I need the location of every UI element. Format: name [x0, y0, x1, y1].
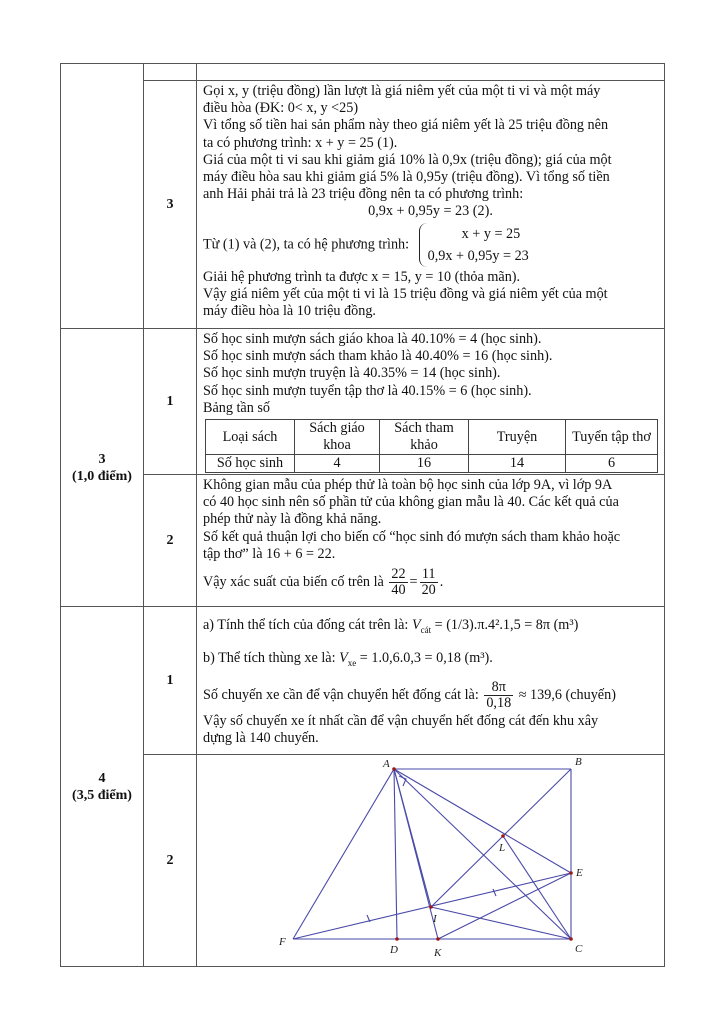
solution-text [197, 475, 665, 607]
table-header: Truyện [469, 420, 566, 455]
prev-question-part-3-row [61, 81, 665, 329]
text-line: Bảng tần số [203, 399, 270, 416]
segment-ad [394, 769, 397, 939]
segment-ae [394, 769, 571, 873]
text-line: Giải hệ phương trình ta được x = 15, y = 10 (thỏa mãn). [203, 268, 521, 285]
question-points: (1,0 điểm) [72, 468, 132, 484]
text-line: Số kết quả thuận lợi cho biến cố “học sinh đó mượn sách tham khảo hoặc [203, 528, 621, 545]
solution-text [197, 607, 665, 755]
label-e: E [576, 867, 583, 880]
text-line: Không gian mẫu của phép thử là toàn bộ học sinh của lớp 9A, vì lớp 9A [203, 477, 613, 494]
point-d-dot [395, 937, 399, 941]
question-number: 3 [98, 451, 106, 467]
text-b: b) Thể tích thùng xe là: [203, 650, 336, 667]
table-cell: 14 [469, 455, 566, 473]
text-line: Giá của một ti vi sau khi giảm giá 10% là 0,9x (triệu đồng); giá của một [203, 151, 612, 168]
text-line: Gọi x, y (triệu đồng) lần lượt là giá niêm yết của một ti vi và một máy [203, 83, 601, 99]
segment-ic [431, 907, 571, 939]
text-line: có 40 học sinh nên số phần tử của không gian mẫu là 40. Các kết quả của [203, 494, 619, 511]
numerator: 22 [391, 566, 406, 583]
label-c: C [575, 943, 583, 956]
formula-subscript: cát [420, 624, 432, 635]
label-k: K [434, 947, 442, 960]
formula-subscript: xe [347, 657, 357, 668]
point-l-dot [501, 834, 505, 838]
denominator: 40 [391, 582, 406, 599]
text-line: phép thử này là đồng khả năng. [203, 511, 382, 528]
text-line: máy điều hòa là 10 triệu đồng. [203, 303, 376, 320]
numerator: 8π [484, 680, 513, 696]
part-cell-blank [144, 64, 197, 81]
label-b: B [575, 756, 582, 769]
probability-line: Vậy xác suất của biến cố trên là $\frac{22}{40}$ = $\frac{11}{20}$ . [203, 566, 444, 599]
formula-rest: = (1/3).π.4².1,5 = 8π (m³) [431, 617, 579, 634]
fraction-22-40 [389, 567, 407, 598]
question-points: (3,5 điểm) [72, 787, 132, 803]
equation-2: 0,9x + 0,95y = 23 (2). [368, 203, 493, 220]
point-a-dot [392, 767, 396, 771]
part-number: 2 [144, 755, 197, 967]
text-line: Vậy số chuyến xe ít nhất cần để vận chuyển hết đống cát đến khu xây [203, 713, 599, 730]
formula-symbol: V [339, 650, 348, 667]
solution-text [197, 81, 665, 329]
row-label: Số học sinh [206, 455, 295, 473]
denominator: 0,18 [486, 695, 512, 712]
fraction-11-20 [420, 567, 438, 598]
point-k-dot [436, 937, 440, 941]
formula-rest: = 1.0,6.0,3 = 0,18 (m³). [356, 650, 493, 667]
denominator: 20 [421, 582, 436, 599]
text-line: Số học sinh mượn sách tham khảo là 40.40% = 16 (học sinh). [203, 348, 553, 365]
system-intro: Từ (1) và (2), ta có hệ phương trình: [203, 235, 410, 252]
segment-ke [438, 873, 571, 939]
top-partial-row [61, 64, 665, 81]
text-line: dựng là 140 chuyến. [203, 730, 319, 747]
segment-bi [431, 769, 571, 907]
label-i: I [433, 913, 437, 926]
table-header: Sách tham khảo [380, 420, 469, 455]
text-line: Số học sinh mượn sách giáo khoa là 40.10% = 4 (học sinh). [203, 331, 542, 347]
text-line: điều hòa (ĐK: 0< x, y <25) [203, 100, 359, 117]
equation-system [419, 223, 535, 267]
segment-lc [503, 836, 571, 939]
text-c: Số chuyến xe cần để vận chuyển hết đống cát là: [203, 686, 479, 703]
text-a: a) Tính thể tích của đống cát trên là: [203, 617, 409, 634]
question-3-part-1-row [61, 329, 665, 475]
probability-text: Vậy xác suất của biến cố trên là [203, 573, 384, 590]
geometry-figure-cell [197, 755, 665, 967]
text-line: ta có phương trình: x + y = 25 (1). [203, 134, 398, 151]
geometry-figure [197, 755, 667, 961]
point-i-dot [429, 905, 433, 909]
tick-mark [493, 889, 496, 896]
table-cell: 6 [566, 455, 658, 473]
label-a: A [383, 758, 390, 771]
part-number: 3 [144, 81, 197, 329]
part-number: 2 [144, 475, 197, 607]
segment-af [293, 769, 394, 939]
volume-truck-line [203, 650, 658, 672]
question-4-part-1-row [61, 607, 665, 755]
answer-table [60, 63, 665, 967]
trips-result: ≈ 139,6 (chuyến) [518, 686, 616, 703]
formula-symbol: V [411, 617, 421, 634]
point-c-dot [569, 937, 573, 941]
content-cell-blank [197, 64, 665, 81]
table-header: Tuyển tập thơ [566, 420, 658, 455]
system-eq-1: x + y = 25 [461, 225, 521, 242]
label-l: L [499, 842, 506, 855]
segment-ai [394, 769, 431, 907]
frequency-table [205, 419, 658, 473]
label-f: F [279, 936, 286, 949]
text-line: tập thơ” là 16 + 6 = 22. [203, 545, 336, 562]
fraction-trips [484, 680, 513, 711]
system-line [203, 223, 658, 267]
question-number: 4 [98, 770, 106, 786]
label-d: D [390, 944, 398, 957]
part-number: 1 [144, 329, 197, 475]
question-4-label-cell [61, 607, 144, 967]
text-line: Vì tổng số tiền hai sản phẩm này theo giá niêm yết là 25 triệu đồng nên [203, 117, 609, 134]
question-cell-blank [61, 64, 144, 329]
frequency-header-row [206, 420, 658, 455]
point-e-dot [569, 871, 573, 875]
table-header: Sách giáo khoa [295, 420, 380, 455]
trips-line [203, 680, 658, 711]
solution-text [197, 329, 665, 475]
system-eq-2: 0,9x + 0,95y = 23 [427, 247, 529, 264]
frequency-value-row [206, 455, 658, 473]
question-3-label-cell [61, 329, 144, 607]
text-line: Số học sinh mượn truyện là 40.35% = 14 (học sinh). [203, 365, 501, 382]
text-line: anh Hải phải trả là 23 triệu đồng nên ta có phương trình: [203, 186, 524, 203]
table-header: Loại sách [206, 420, 295, 455]
text-line: Số học sinh mượn tuyển tập thơ là 40.15% = 6 (học sinh). [203, 382, 532, 399]
numerator: 11 [420, 567, 438, 583]
question-4-part-2-row [61, 755, 665, 967]
table-cell: 4 [295, 455, 380, 473]
table-cell: 16 [380, 455, 469, 473]
part-number: 1 [144, 607, 197, 755]
question-3-part-2-row [61, 475, 665, 607]
text-line: máy điều hòa sau khi giảm giá 5% là 0,95y (triệu đồng). Vì tổng số tiền [203, 169, 610, 186]
volume-sand-line [203, 617, 658, 639]
text-line: Vậy giá niêm yết của một ti vi là 15 triệu đồng và giá niêm yết của một [203, 285, 608, 302]
right-angle-mark [399, 776, 406, 786]
